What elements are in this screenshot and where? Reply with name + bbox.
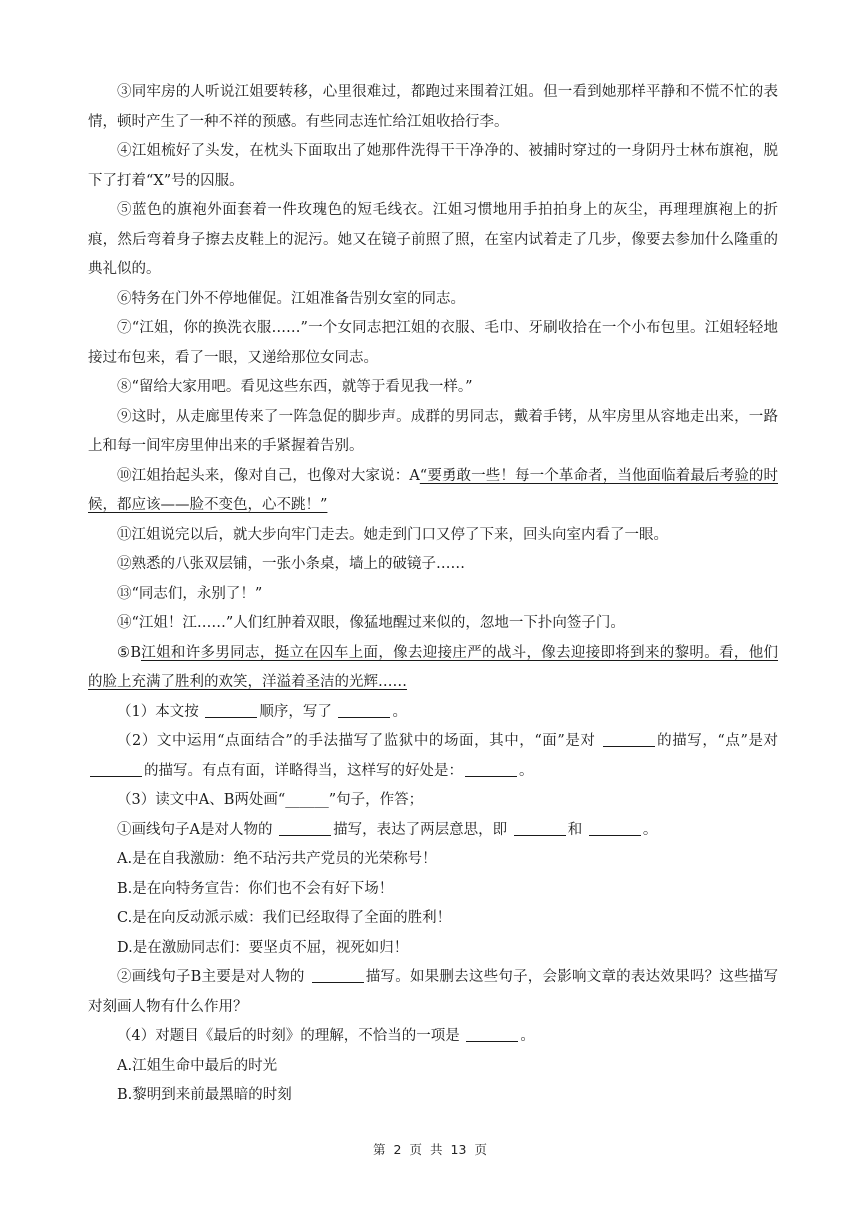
paragraph-9: ⑨这时，从走廊里传来了一阵急促的脚步声。成群的男同志，戴着手铐，从牢房里从容地走出来，一路上和每一间牢房里伸出来的手紧握着告别。 [88,408,778,454]
paragraph-7: ⑦“江姐，你的换洗衣服……”一个女同志把江姐的衣服、毛巾、牙刷收拾在一个小布包里。江姐轻轻地接过布包来，看了一眼，又递给那位女同志。 [88,320,778,366]
answer-blank [205,703,257,718]
question-1-text: 。 [392,703,407,720]
question-3-2-text: 描写。如果删去这些句子，会影响文章的表达效果吗？这些描写对刻画人物有什么作用？ [88,969,779,1015]
question-1-text: 顺序，写了 [259,703,332,720]
question-2-text: 的描写。有点有面，详略得当，这样写的好处是： [144,762,463,779]
question-4-text: （4）对题目《最后的时刻》的理解，不恰当的一项是 [117,1028,460,1044]
answer-blank [312,968,364,983]
underlined-sentence-a: “要勇敢一些！每一个革命者，当他面临着最后考验的时候，都应该——脸不变色，心不跳！” [88,467,778,513]
paragraph-10-intro: ⑩江姐抬起头来，像对自己，也像对大家说：A [117,467,420,484]
paragraph-8: ⑧“留给大家用吧。看见这些东西，就等于看见我一样。” [117,379,473,395]
question-3-2 [88,963,778,1022]
paragraph-3: ③同牢房的人听说江姐要转移，心里很难过，都跑过来围着江姐。但一看到她那样平静和不慌不忙的表情，顿时产生了一种不祥的预感。有些同志连忙给江姐收拾行李。 [88,84,778,130]
footer-label: 共 [430,1142,443,1157]
answer-blank [603,732,655,747]
question-4-text: 。 [520,1028,535,1044]
question-3: （3）读文中A、B两处画“______”句子，作答； [117,792,424,808]
page-footer [0,1140,860,1158]
answer-blank [338,703,390,718]
paragraph-15-marker: ⑤B [117,644,141,661]
question-1-text: （1）本文按 [117,703,199,720]
question-3-1-text: 描写，表达了两层意思，即 [333,821,508,838]
footer-label: 页 [409,1142,423,1157]
question-3-1-text: 和 [567,821,583,838]
question-3-1 [88,816,778,846]
answer-blank [589,821,641,836]
answer-blank [465,762,517,777]
underlined-sentence-b: 江姐和许多男同志，挺立在囚车上面，像去迎接庄严的战斗，像去迎接即将到来的黎明。看，他们的脸上充满了胜利的欢笑，洋溢着圣洁的光辉…… [88,644,779,690]
paragraph-14: ⑭“江姐！江……”人们红肿着双眼，像猛地醒过来似的，忽地一下扑向签子门。 [117,615,625,631]
option-a: A.是在自我激励：绝不玷污共产党员的光荣称号！ [117,851,437,867]
answer-blank [514,821,566,836]
paragraph-15 [88,639,778,698]
paragraph-6: ⑥特务在门外不停地催促。江姐准备告别女室的同志。 [117,290,465,307]
answer-blank [279,821,331,836]
option-b: B.是在向特务宣告：你们也不会有好下场！ [117,880,394,897]
question-2-text: 。 [519,762,534,779]
question-2-text: （2）文中运用“点面结合”的手法描写了监狱中的场面，其中，“面”是对 [117,733,596,749]
paragraph-12: ⑫熟悉的八张双层铺，一张小条桌，墙上的破镜子…… [117,556,465,572]
question-3-2-text: ②画线句子B主要是对人物的 [117,969,305,985]
paragraph-4: ④江姐梳好了头发，在枕头下面取出了她那件洗得干干净净的、被捕时穿过的一身阴丹士林布旗袍，脱下了打着“X”号的囚服。 [88,143,778,189]
question-2 [88,727,778,786]
option-c: C.是在向反动派示威：我们已经取得了全面的胜利！ [117,910,452,926]
question-4 [88,1022,778,1052]
question-1 [88,698,778,728]
paragraph-5: ⑤蓝色的旗袍外面套着一件玫瑰色的短毛线衣。江姐习惯地用手拍拍身上的灰尘，再理理旗袍上的折痕，然后弯着身子擦去皮鞋上的泥污。她又在镜子前照了照，在室内试着走了几步，像要去参加什么隆重的典礼似的。 [88,202,778,277]
paragraph-11: ⑪江姐说完以后，就大步向牢门走去。她走到门口又停了下来，回头向室内看了一眼。 [117,526,668,543]
question-4-option-b: B.黎明到来前最黑暗的时刻 [117,1087,292,1103]
paragraph-13: ⑬“同志们，永别了！” [117,585,263,602]
question-3-1-text: 。 [642,821,658,838]
question-2-text: 的描写，“点”是对 [656,733,779,749]
document-page [88,78,778,1111]
page-number: 2 [393,1142,402,1157]
answer-blank [466,1027,518,1042]
footer-label: 页 [474,1142,487,1157]
paragraph-10 [88,462,778,521]
page-total: 13 [450,1142,467,1157]
option-d: D.是在激励同志们：要坚贞不屈，视死如归！ [117,939,409,956]
footer-label: 第 [373,1142,386,1157]
question-4-option-a: A.江姐生命中最后的时光 [117,1057,278,1074]
question-3-1-text: ①画线句子A是对人物的 [117,821,273,838]
answer-blank [90,762,142,777]
